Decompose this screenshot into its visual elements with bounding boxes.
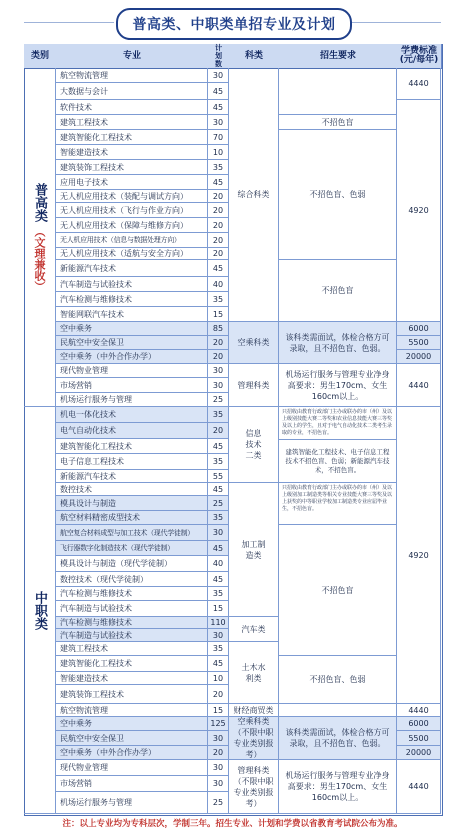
program-name: 空中乘务（中外合作办学） bbox=[56, 746, 208, 760]
program-name: 机电一体化技术 bbox=[56, 407, 208, 423]
plan-count: 45 bbox=[208, 83, 229, 100]
plan-count: 45 bbox=[208, 439, 229, 454]
table-row bbox=[56, 307, 229, 322]
requirement-no-color-blind: 不招色盲 bbox=[279, 115, 397, 130]
table-row bbox=[56, 160, 229, 175]
requirement-aviation-interview bbox=[279, 717, 397, 760]
table-row bbox=[56, 704, 229, 717]
category-general-high-school bbox=[24, 68, 56, 407]
plan-count: 45 bbox=[208, 100, 229, 115]
program-name: 汽车检测与维修技术 bbox=[56, 587, 208, 601]
requirement-text: 机场运行服务与管理专业净身高要求：男生170cm、女生160cm以上。 bbox=[285, 771, 390, 802]
subject-label: 土木水利类 bbox=[241, 662, 266, 683]
table-row bbox=[56, 407, 229, 423]
category-vocational bbox=[24, 407, 56, 814]
category-name: 普高类 bbox=[32, 182, 47, 222]
program-name: 无人机应用技术（飞行与作业方向） bbox=[56, 203, 208, 218]
tuition-4440: 4440 bbox=[397, 704, 441, 717]
program-name: 智能建造技术 bbox=[56, 672, 208, 685]
program-name: 建筑工程技术 bbox=[56, 642, 208, 656]
subject-management: 管理科类 bbox=[229, 364, 279, 407]
page-title: 普高类、中职类单招专业及计划 bbox=[116, 8, 352, 40]
table-row bbox=[56, 572, 229, 587]
plan-count: 30 bbox=[208, 760, 229, 776]
program-name: 智能建造技术 bbox=[56, 145, 208, 160]
requirement-blank-1 bbox=[279, 68, 397, 115]
program-name: 无人机应用技术（适航与安全方向） bbox=[56, 248, 208, 260]
program-name: 电气自动化技术 bbox=[56, 423, 208, 439]
table-row bbox=[56, 617, 229, 629]
table-row bbox=[56, 629, 229, 642]
program-name: 空中乘务 bbox=[56, 322, 208, 336]
table-row bbox=[56, 587, 229, 601]
program-name: 大数据与会计 bbox=[56, 83, 208, 100]
program-name: 数控技术 bbox=[56, 483, 208, 496]
table-row bbox=[56, 336, 229, 350]
program-name: 现代物业管理 bbox=[56, 760, 208, 776]
table-row bbox=[56, 100, 229, 115]
plan-count: 35 bbox=[208, 160, 229, 175]
requirement-no-color-blind: 不招色盲 bbox=[279, 525, 397, 656]
table-row bbox=[56, 364, 229, 378]
plan-count: 30 bbox=[208, 68, 229, 83]
table-row bbox=[56, 656, 229, 672]
table-row bbox=[56, 233, 229, 248]
table-row bbox=[56, 541, 229, 556]
plan-count: 40 bbox=[208, 556, 229, 572]
requirement-blank-2 bbox=[279, 704, 397, 717]
plan-count: 125 bbox=[208, 717, 229, 731]
table-row bbox=[56, 115, 229, 130]
plan-count: 55 bbox=[208, 470, 229, 483]
plan-count: 20 bbox=[208, 248, 229, 260]
program-name: 无人机应用技术（装配与调试方向） bbox=[56, 190, 208, 203]
program-name: 航空材料精密成型技术 bbox=[56, 511, 208, 525]
table-row bbox=[56, 511, 229, 525]
tuition-4920: 4920 bbox=[397, 100, 441, 322]
subject-management-voc bbox=[229, 760, 279, 814]
program-name: 空中乘务 bbox=[56, 717, 208, 731]
requirement-info-note-2 bbox=[279, 440, 397, 483]
program-name: 航空物流管理 bbox=[56, 68, 208, 83]
program-name: 机场运行服务与管理 bbox=[56, 393, 208, 407]
requirement-text: 机场运行服务与管理专业净身高要求：男生170cm、女生160cm以上。 bbox=[285, 369, 390, 401]
plan-count: 35 bbox=[208, 587, 229, 601]
plan-count: 45 bbox=[208, 175, 229, 190]
table-row bbox=[56, 685, 229, 704]
table-row bbox=[56, 496, 229, 511]
plan-count: 10 bbox=[208, 145, 229, 160]
subject-comprehensive: 综合科类 bbox=[229, 68, 279, 322]
category-note: （文理兼收） bbox=[33, 225, 46, 292]
header-plan bbox=[208, 44, 230, 69]
header-program: 专业 bbox=[56, 44, 209, 69]
program-name: 模具设计与制造（现代学徒制） bbox=[56, 556, 208, 572]
plan-count: 20 bbox=[208, 423, 229, 439]
subject-civil-water bbox=[229, 642, 279, 704]
header-tuition: 学费标准(元/每年) bbox=[397, 44, 442, 69]
table-row bbox=[56, 68, 229, 83]
subject-info-tech-2 bbox=[229, 407, 279, 483]
requirement-manufacturing-note: 只招收由教育行政部门主办或联办的市（州）及以上级别加工制造类等相关专业技能大赛三等奖及以上获奖的中等职业学校加工制造类专业应届毕业生，不招色盲。 bbox=[279, 483, 397, 525]
table-row bbox=[56, 175, 229, 190]
subject-aviation-service: 空乘科类 bbox=[229, 322, 279, 364]
table-row bbox=[56, 717, 229, 731]
program-name: 民航空中安全保卫 bbox=[56, 336, 208, 350]
plan-count: 30 bbox=[208, 525, 229, 541]
program-name: 汽车制造与试验技术 bbox=[56, 629, 208, 642]
requirement-no-color-blind-weak: 不招色盲、色弱 bbox=[279, 656, 397, 704]
plan-count: 25 bbox=[208, 393, 229, 407]
subject-processing-manufacturing bbox=[229, 483, 279, 617]
plan-count: 45 bbox=[208, 656, 229, 672]
requirement-text: 该科类需面试，体检合格方可录取，且不招色盲、色弱。 bbox=[285, 332, 390, 353]
program-name: 市场营销 bbox=[56, 378, 208, 393]
plan-count: 35 bbox=[208, 292, 229, 307]
program-name: 无人机应用技术（信息与数据处理方向） bbox=[56, 233, 208, 248]
plan-count: 25 bbox=[208, 496, 229, 511]
requirement-airport-height bbox=[279, 364, 397, 407]
plan-count: 30 bbox=[208, 776, 229, 792]
header-subject: 科类 bbox=[229, 44, 280, 69]
plan-count: 10 bbox=[208, 672, 229, 685]
plan-count: 35 bbox=[208, 511, 229, 525]
subject-automotive: 汽车类 bbox=[229, 617, 279, 642]
plan-count: 30 bbox=[208, 629, 229, 642]
title-rule-right bbox=[350, 22, 441, 23]
plan-count: 20 bbox=[208, 203, 229, 218]
program-name: 建筑智能化工程技术 bbox=[56, 130, 208, 145]
program-name: 建筑智能化工程技术 bbox=[56, 439, 208, 454]
subject-label: 空乘科类（不限中职专业类别报考） bbox=[233, 717, 274, 759]
plan-count: 15 bbox=[208, 601, 229, 617]
requirement-text: 建筑智能化工程技术、电子信息工程技术不招色盲、色弱；新能源汽车技术，不招色盲。 bbox=[285, 447, 390, 474]
table-row bbox=[56, 470, 229, 483]
program-name: 模具设计与制造 bbox=[56, 496, 208, 511]
tuition-5500: 5500 bbox=[397, 731, 441, 746]
program-name: 民航空中安全保卫 bbox=[56, 731, 208, 746]
program-name: 新能源汽车技术 bbox=[56, 260, 208, 277]
plan-count: 25 bbox=[208, 792, 229, 814]
program-name: 现代物业管理 bbox=[56, 364, 208, 378]
subject-finance-trade: 财经商贸类 bbox=[229, 704, 279, 717]
table-row bbox=[56, 601, 229, 617]
plan-count: 20 bbox=[208, 746, 229, 760]
program-name: 新能源汽车技术 bbox=[56, 470, 208, 483]
tuition-4440: 4440 bbox=[397, 364, 441, 407]
program-name: 汽车制造与试验技术 bbox=[56, 277, 208, 292]
program-name: 汽车检测与维修技术 bbox=[56, 617, 208, 629]
plan-count: 20 bbox=[208, 233, 229, 248]
program-name: 建筑装饰工程技术 bbox=[56, 685, 208, 704]
program-name: 无人机应用技术（保障与维修方向） bbox=[56, 218, 208, 233]
program-name: 应用电子技术 bbox=[56, 175, 208, 190]
table-row bbox=[56, 731, 229, 746]
program-name: 智能网联汽车技术 bbox=[56, 307, 208, 322]
table-row bbox=[56, 145, 229, 160]
plan-count: 30 bbox=[208, 115, 229, 130]
program-name: 汽车制造与试验技术 bbox=[56, 601, 208, 617]
table-row bbox=[56, 483, 229, 496]
plan-count: 15 bbox=[208, 704, 229, 717]
program-name: 空中乘务（中外合作办学） bbox=[56, 350, 208, 364]
table-row bbox=[56, 792, 229, 814]
plan-count: 20 bbox=[208, 190, 229, 203]
plan-count: 20 bbox=[208, 685, 229, 704]
table-row bbox=[56, 760, 229, 776]
tuition-4920: 4920 bbox=[397, 407, 441, 704]
footer-note: 注：以上专业均为专科层次，学制三年。招生专业、计划和学费以省教育考试院公布为准。 bbox=[62, 819, 403, 829]
tuition-6000: 6000 bbox=[397, 717, 441, 731]
plan-count: 45 bbox=[208, 541, 229, 556]
table-row bbox=[56, 525, 229, 541]
category-name: 中职类 bbox=[32, 590, 47, 630]
program-name: 汽车检测与维修技术 bbox=[56, 292, 208, 307]
program-name: 飞行器数字化制造技术（现代学徒制） bbox=[56, 541, 208, 556]
table-row bbox=[56, 746, 229, 760]
table-row bbox=[56, 203, 229, 218]
plan-count: 45 bbox=[208, 260, 229, 277]
program-name: 建筑装饰工程技术 bbox=[56, 160, 208, 175]
plan-count: 30 bbox=[208, 364, 229, 378]
plan-count: 110 bbox=[208, 617, 229, 629]
table-row bbox=[56, 776, 229, 792]
subject-aviation-service-voc bbox=[229, 717, 279, 760]
table-row bbox=[56, 322, 229, 336]
table-row bbox=[56, 260, 229, 277]
plan-count: 35 bbox=[208, 407, 229, 423]
subject-label: 信息技术二类 bbox=[245, 429, 262, 460]
table-row bbox=[56, 130, 229, 145]
requirement-aviation-interview bbox=[279, 322, 397, 364]
table-row bbox=[56, 556, 229, 572]
tuition-20000: 20000 bbox=[397, 746, 441, 760]
table-row bbox=[56, 439, 229, 454]
subject-label: 管理科类（不限中职专业类别报考） bbox=[233, 765, 274, 808]
table-row bbox=[56, 292, 229, 307]
requirement-no-color-blind: 不招色盲 bbox=[279, 260, 397, 322]
plan-count: 45 bbox=[208, 572, 229, 587]
program-name: 机场运行服务与管理 bbox=[56, 792, 208, 814]
tuition-4440: 4440 bbox=[397, 68, 441, 100]
title-rule-left bbox=[24, 22, 114, 23]
requirement-text: 该科类需面试，体检合格方可录取，且不招色盲、色弱。 bbox=[285, 728, 390, 748]
program-name: 航空物流管理 bbox=[56, 704, 208, 717]
program-name: 建筑智能化工程技术 bbox=[56, 656, 208, 672]
program-name: 数控技术（现代学徒制） bbox=[56, 572, 208, 587]
plan-count: 15 bbox=[208, 307, 229, 322]
table-row bbox=[56, 423, 229, 439]
plan-count: 20 bbox=[208, 218, 229, 233]
plan-count: 35 bbox=[208, 454, 229, 470]
tuition-20000: 20000 bbox=[397, 350, 441, 364]
plan-count: 85 bbox=[208, 322, 229, 336]
requirement-info-note-1: 只招收由教育行政部门主办或联办的市（州）及以上级别技能大赛二等奖和农业信息技能大赛三等奖及以上的学生，且对于电气自动化技术二类考生录取的专业，不招色盲。 bbox=[279, 407, 397, 440]
table-row bbox=[56, 83, 229, 100]
program-name: 电子信息工程技术 bbox=[56, 454, 208, 470]
header-plan-label: 计划数 bbox=[215, 44, 222, 68]
table-row bbox=[56, 672, 229, 685]
requirement-airport-height bbox=[279, 760, 397, 814]
tuition-5500: 5500 bbox=[397, 336, 441, 350]
table-row bbox=[56, 350, 229, 364]
program-name: 软件技术 bbox=[56, 100, 208, 115]
table-row bbox=[56, 454, 229, 470]
program-name: 建筑工程技术 bbox=[56, 115, 208, 130]
plan-count: 35 bbox=[208, 642, 229, 656]
plan-count: 40 bbox=[208, 277, 229, 292]
table-row bbox=[56, 248, 229, 260]
table-row bbox=[56, 218, 229, 233]
plan-count: 20 bbox=[208, 350, 229, 364]
plan-count: 70 bbox=[208, 130, 229, 145]
table-row bbox=[56, 277, 229, 292]
program-name: 市场营销 bbox=[56, 776, 208, 792]
subject-label: 加工制造类 bbox=[241, 539, 266, 560]
table-row bbox=[56, 642, 229, 656]
tuition-6000: 6000 bbox=[397, 322, 441, 336]
header-requirement: 招生要求 bbox=[279, 44, 398, 69]
plan-count: 45 bbox=[208, 483, 229, 496]
plan-count: 20 bbox=[208, 336, 229, 350]
requirement-no-color-blind-weak: 不招色盲、色弱 bbox=[279, 130, 397, 260]
program-name: 航空复合材料成型与加工技术（现代学徒制） bbox=[56, 525, 208, 541]
header-category: 类别 bbox=[24, 44, 57, 69]
table-row bbox=[56, 190, 229, 203]
table-row bbox=[56, 378, 229, 393]
plan-count: 30 bbox=[208, 378, 229, 393]
plan-count: 30 bbox=[208, 731, 229, 746]
tuition-4440: 4440 bbox=[397, 760, 441, 814]
table-row bbox=[56, 393, 229, 407]
